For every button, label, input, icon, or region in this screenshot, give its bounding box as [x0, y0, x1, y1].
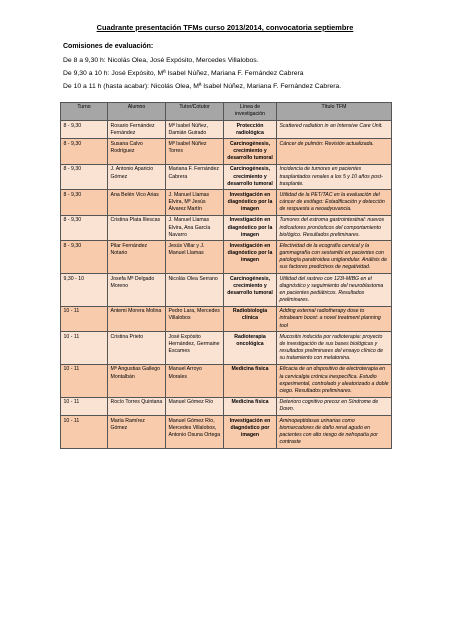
- table-row: [61, 215, 392, 241]
- cell-tutor: Manuel Gómez Río, Mercedes Villalobos, Antonio Osuna Ortega: [166, 416, 224, 449]
- cell-alumno: Josefa Mª Delgado Moreno: [108, 274, 166, 307]
- cell-titulo: Deterioro cognitivo precoz en Síndrome de Down.: [277, 397, 392, 415]
- cell-turno: 8 - 9,30: [61, 164, 108, 190]
- cell-alumno: Susana Calvo Rodríguez: [108, 139, 166, 165]
- cell-titulo: Mucositis inducida por radioterapia: proyecto de investigación de sus bases biológicas y resultados preliminares del ensayo clínico de su tratamiento con melatonina.: [277, 332, 392, 365]
- table-row: [61, 241, 392, 274]
- table-row: [61, 306, 392, 332]
- header-alumno: Alumno: [108, 103, 166, 121]
- cell-linea: Medicina física: [224, 397, 277, 415]
- cell-linea: Carcinogénesis, crecimiento y desarrollo tumoral: [224, 139, 277, 165]
- cell-alumno: María Ramírez Gómez: [108, 416, 166, 449]
- cell-linea: Investigación en diagnóstico por imagen: [224, 416, 277, 449]
- cell-tutor: Mª Isabel Núñez Torres: [166, 139, 224, 165]
- table-row: [61, 121, 392, 139]
- cell-tutor: José Expósito Hernández, Germaine Escames: [166, 332, 224, 365]
- table-body: [61, 121, 392, 449]
- cell-tutor: Mª Isabel Núñez, Damián Guirado: [166, 121, 224, 139]
- cell-linea: Investigación en diagnóstico por la imagen: [224, 190, 277, 216]
- cell-linea: Protección radiológica: [224, 121, 277, 139]
- cell-tutor: Nicolás Olea Serrano: [166, 274, 224, 307]
- cell-alumno: Rosario Fernández Fernández: [108, 121, 166, 139]
- cell-turno: 10 - 11: [61, 364, 108, 397]
- commissions-heading: Comisiones de evaluación:: [63, 43, 154, 50]
- cell-linea: Medicina física: [224, 364, 277, 397]
- cell-linea: Carcinogénesis, crecimiento y desarrollo tumoral: [224, 274, 277, 307]
- header-tutor: Tutor/Cotutor: [166, 103, 224, 121]
- cell-titulo: Scattered radiation in an Intensive Care Unit.: [277, 121, 392, 139]
- table-row: [61, 190, 392, 216]
- cell-titulo: Tumores del estroma gastrointestinal: nuevos indicadores pronósticos del comportamiento biológico. Resultados preliminares.: [277, 215, 392, 241]
- table-row: [61, 164, 392, 190]
- cell-titulo: Incidencia de tumores en pacientes trasplantados renales a los 5 y 10 años post-trasplante.: [277, 164, 392, 190]
- header-titulo: Título TFM: [277, 103, 392, 121]
- table-header-row: [61, 103, 392, 121]
- cell-tutor: J. Manuel Llamas Elvira, Ana García Navarro: [166, 215, 224, 241]
- cell-linea: Radiobiología clínica: [224, 306, 277, 332]
- commission-line: De 8 a 9,30 h: Nicolás Olea, José Expósito, Mercedes Villalobos.: [63, 57, 259, 64]
- table-row: [61, 364, 392, 397]
- cell-alumno: Ana Belén Vico Arias: [108, 190, 166, 216]
- table-row: [61, 139, 392, 165]
- cell-turno: 10 - 11: [61, 397, 108, 415]
- cell-linea: Investigación en diagnóstico por la imagen: [224, 241, 277, 274]
- cell-titulo: Cáncer de pulmón: Revisión actualizada.: [277, 139, 392, 165]
- cell-turno: 8 - 9,30: [61, 139, 108, 165]
- cell-alumno: Rocío Torres Quintana: [108, 397, 166, 415]
- cell-titulo: Aminopeptidasas urinarias como biomarcadores de daño renal agudo en pacientes con alto riesgo de nefropatía por contraste: [277, 416, 392, 449]
- cell-tutor: Mariana F. Fernández Cabrera: [166, 164, 224, 190]
- cell-alumno: Cristina Prieto: [108, 332, 166, 365]
- cell-titulo: Utilidad de la PET/TAC en la evaluación del cáncer de esófago: Estadificación y detección de respuesta a neoadyuvancia.: [277, 190, 392, 216]
- table-row: [61, 397, 392, 415]
- cell-titulo: Utilidad del rastreo con 123I-MIBG en el diagnóstico y seguimiento del neuroblastoma en pacientes pediátricos. Resultados preliminares.: [277, 274, 392, 307]
- cell-tutor: Pedro Lara, Mercedes Villalobos: [166, 306, 224, 332]
- cell-turno: 10 - 11: [61, 416, 108, 449]
- cell-tutor: Manuel Arroyo Morales: [166, 364, 224, 397]
- cell-turno: 9,30 - 10: [61, 274, 108, 307]
- cell-tutor: J. Manuel Llamas Elvira, Mª Jesús Álvarez Martín: [166, 190, 224, 216]
- commission-line: De 9,30 a 10 h: José Expósito, Mª Isabel Núñez, Mariana F. Fernández Cabrera: [63, 70, 304, 77]
- cell-alumno: J. Antonio Aparicio Gómez: [108, 164, 166, 190]
- cell-alumno: Cristina Plata Illescas: [108, 215, 166, 241]
- cell-linea: Radioterapia oncológica: [224, 332, 277, 365]
- tfm-schedule-table: [60, 102, 392, 449]
- cell-titulo: Adding external radiotherapy dose to intrabeam boost: a novel treatment planning tool: [277, 306, 392, 332]
- table-row: [61, 416, 392, 449]
- cell-turno: 8 - 9,30: [61, 241, 108, 274]
- commission-line: De 10 a 11 h (hasta acabar): Nicolás Olea, Mª Isabel Núñez, Mariana F. Fernández Cabrera.: [63, 83, 342, 90]
- header-turno: Turno: [61, 103, 108, 121]
- cell-alumno: Antemi Morera Molina: [108, 306, 166, 332]
- cell-turno: 10 - 11: [61, 332, 108, 365]
- cell-tutor: Jesús Villar y J. Manuel Llamas: [166, 241, 224, 274]
- cell-alumno: Mª Angustias Gallego Montalbán: [108, 364, 166, 397]
- document-title: Cuadrante presentación TFMs curso 2013/2014, convocatoria septiembre: [96, 23, 354, 32]
- cell-titulo: Eficacia de un dispositivo de electroterapia en la cervicalgia crónica inespecífica. Estudio experimental, controlado y aleatorizado a doble ciego. Resultados preliminares.: [277, 364, 392, 397]
- table-row: [61, 332, 392, 365]
- cell-titulo: Efectividad de la ecografía cervical y la gammagrafía con sestamibi en pacientes con patología paratiroidea uniglandular. Análisis de sus factores predictivos de negatividad.: [277, 241, 392, 274]
- header-linea: Línea de investigación: [224, 103, 277, 121]
- cell-turno: 8 - 9,30: [61, 215, 108, 241]
- cell-tutor: Manuel Gómez Río: [166, 397, 224, 415]
- cell-alumno: Pilar Fernández Notario: [108, 241, 166, 274]
- cell-turno: 8 - 9,30: [61, 190, 108, 216]
- table-row: [61, 274, 392, 307]
- cell-linea: Investigación en diagnóstico por la imagen: [224, 215, 277, 241]
- cell-turno: 8 - 9,30: [61, 121, 108, 139]
- cell-linea: Carcinogénesis, crecimiento y desarrollo tumoral: [224, 164, 277, 190]
- cell-turno: 10 - 11: [61, 306, 108, 332]
